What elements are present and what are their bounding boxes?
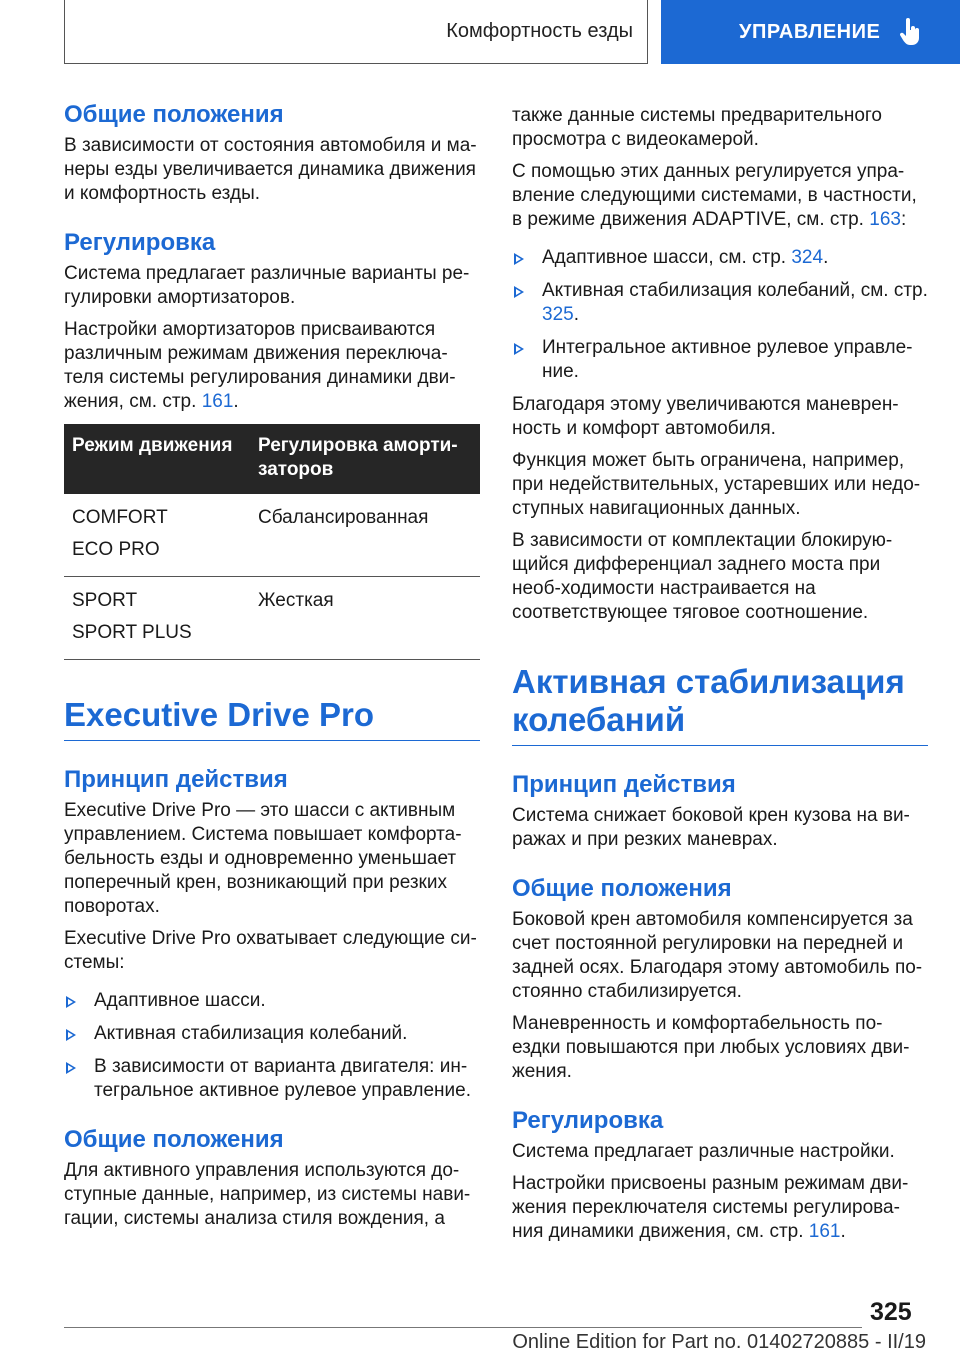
damper-table bbox=[64, 424, 480, 660]
footer-edition: Online Edition for Part no. 01402720885 - II/19 bbox=[512, 1331, 926, 1353]
paragraph: Функция может быть ограничена, например, при недействительных, устаревших или недо-ступных навигационных данных. bbox=[512, 450, 921, 519]
triangle-bullet-icon bbox=[514, 286, 524, 298]
paragraph: Система предлагает различные настройки. bbox=[512, 1141, 895, 1162]
section-title: Executive Drive Pro bbox=[64, 696, 374, 733]
paragraph: С помощью этих данных регулируется упра-вление следующими системами, в частности, в режиме движения ADAPTIVE, см. стр. 163: bbox=[512, 161, 917, 230]
paragraph: Боковой крен автомобиля компенсируется за счет постоянной регулировки на передней и задней осях. Благодаря этому автомобиль по-стоянно стабилизируется. bbox=[512, 909, 923, 1002]
table-cell: Сбалансированная bbox=[250, 494, 480, 577]
table-cell: ECO PRO bbox=[72, 539, 160, 560]
hand-pointer-icon bbox=[900, 18, 922, 46]
paragraph: В зависимости от состояния автомобиля и ма-неры езды увеличивается динамика движения и комфортность езды. bbox=[64, 135, 477, 204]
paragraph: Executive Drive Pro — это шасси с активным управлением. Система повышает комфорта-бельность езды и одновременно уменьшает поперечный крен, возникающий при резких поворотах. bbox=[64, 800, 462, 917]
section-title-edp bbox=[64, 696, 480, 741]
heading-adjustment: Регулировка bbox=[512, 1107, 664, 1134]
triangle-bullet-icon bbox=[66, 1062, 76, 1074]
paragraph: Для активного управления используются до-ступные данные, например, из системы нави-гации, системы анализа стиля вождения, а bbox=[64, 1160, 471, 1229]
section-title-asc bbox=[512, 663, 928, 746]
list-item: Активная стабилизация колебаний. bbox=[64, 1022, 480, 1046]
list-item: В зависимости от варианта двигателя: ин-тегральное активное рулевое управление. bbox=[64, 1055, 480, 1103]
page-link[interactable]: 163 bbox=[869, 209, 901, 230]
list-item: Адаптивное шасси, см. стр. 324. bbox=[512, 246, 928, 270]
paragraph: Маневренность и комфортабельность по-ездки повышаются при любых условиях дви-жения. bbox=[512, 1013, 910, 1082]
right-column bbox=[512, 104, 928, 1252]
chapter-label: УПРАВЛЕНИЕ bbox=[739, 20, 881, 43]
triangle-bullet-icon bbox=[66, 996, 76, 1008]
list-item: Адаптивное шасси. bbox=[64, 989, 480, 1013]
heading-general: Общие положения bbox=[64, 101, 284, 128]
table-header: Регулировка аморти-заторов bbox=[250, 424, 480, 494]
heading-general: Общие положения bbox=[512, 875, 732, 902]
table-row bbox=[64, 494, 480, 577]
page-link[interactable]: 324 bbox=[791, 247, 824, 268]
heading-principle: Принцип действия bbox=[512, 771, 736, 798]
list-item: Активная стабилизация колебаний, см. стр. 325. bbox=[512, 279, 928, 327]
left-column bbox=[64, 100, 480, 1239]
paragraph: Благодаря этому увеличиваются маневрен-ность и комфорт автомобиля. bbox=[512, 394, 899, 439]
page-link[interactable]: 161 bbox=[808, 1221, 841, 1242]
table-header: Режим движения bbox=[64, 424, 250, 494]
triangle-bullet-icon bbox=[514, 253, 524, 265]
triangle-bullet-icon bbox=[66, 1029, 76, 1041]
table-cell: COMFORT bbox=[72, 507, 168, 528]
page-number: 325 bbox=[870, 1298, 912, 1326]
paragraph: Executive Drive Pro охватывает следующие си-стемы: bbox=[64, 928, 477, 973]
paragraph: также данные системы предварительного просмотра с видеокамерой. bbox=[512, 105, 882, 150]
table-row bbox=[64, 577, 480, 660]
table-cell: SPORT bbox=[72, 590, 138, 611]
section-title: Комфортность езды bbox=[446, 20, 633, 42]
list-item: Интегральное активное рулевое управле-ние. bbox=[512, 336, 928, 384]
table-cell: Жесткая bbox=[250, 577, 480, 660]
paragraph: Система снижает боковой крен кузова на ви-ражах и при резких маневрах. bbox=[512, 805, 910, 850]
triangle-bullet-icon bbox=[514, 343, 524, 355]
section-title: Активная стабилизация колебаний bbox=[512, 663, 905, 738]
table-cell: SPORT PLUS bbox=[72, 622, 192, 643]
heading-adjustment: Регулировка bbox=[64, 229, 216, 256]
page-link[interactable]: 161 bbox=[201, 391, 234, 412]
paragraph: Настройки присвоены разным режимам дви-жения переключателя системы регулирова-ния динамики движения, см. стр. 161. bbox=[512, 1173, 909, 1242]
heading-general: Общие положения bbox=[64, 1126, 284, 1153]
page-link[interactable]: 325 bbox=[542, 304, 574, 325]
header-chapter-tab[interactable] bbox=[661, 0, 960, 64]
paragraph: Система предлагает различные варианты ре-гулировки амортизаторов. bbox=[64, 263, 470, 308]
header-section-title bbox=[64, 0, 648, 64]
heading-principle: Принцип действия bbox=[64, 766, 288, 793]
paragraph: В зависимости от комплектации блокирую-щийся дифференциал заднего моста при необ-ходимости настраивается на соответствующее тяговое соотношение. bbox=[512, 530, 893, 623]
footer-divider bbox=[64, 1327, 862, 1328]
paragraph: Настройки амортизаторов присваиваются различным режимам движения переключа-теля системы регулирования динамики дви-жения, см. стр. 161. bbox=[64, 319, 456, 412]
